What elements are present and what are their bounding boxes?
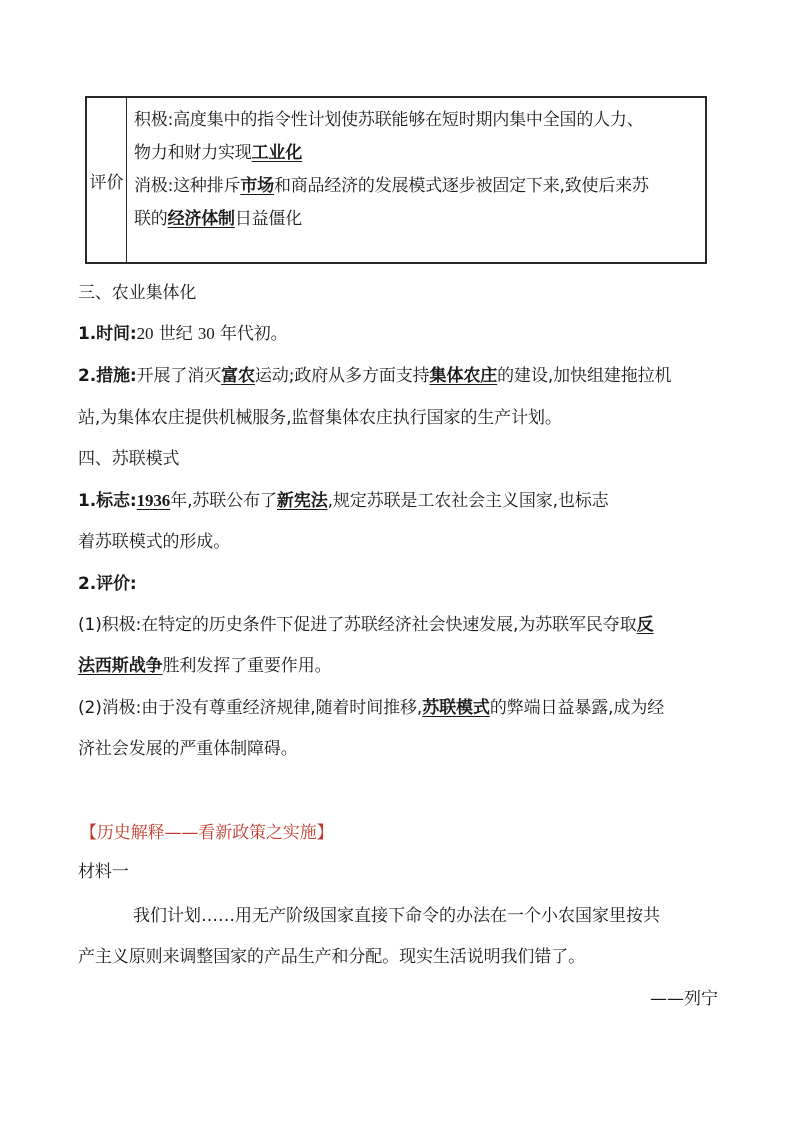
keyword-new-constitution: 新宪法 bbox=[276, 491, 328, 511]
keyword-year-1936: 1936 bbox=[136, 491, 171, 510]
keyword-anti: 反 bbox=[636, 615, 654, 635]
section-4-positive-line-2: 法西斯战争胜利发挥了重要作用。 bbox=[78, 656, 332, 676]
material-label: 材料一 bbox=[78, 862, 129, 882]
section-3-measures-line-1: 2.措施:开展了消灭富农运动;政府从多方面支持集体农庄的建设,加快组建拖拉机 bbox=[78, 366, 672, 386]
keyword-collective-farm: 集体农庄 bbox=[429, 366, 498, 386]
positive-line-2: 物力和财力实现工业化 bbox=[134, 143, 303, 163]
keyword-anti-fascist-war: 法西斯战争 bbox=[78, 656, 163, 676]
keyword-market: 市场 bbox=[240, 176, 274, 196]
section-3-title: 三、农业集体化 bbox=[78, 283, 197, 303]
section-3-measures-line-2: 站,为集体农庄提供机械服务,监督集体农庄执行国家的生产计划。 bbox=[78, 408, 562, 428]
section-4-negative-line-1: (2)消极:由于没有尊重经济规律,随着时间推移,苏联模式的弊端日益暴露,成为经 bbox=[78, 698, 665, 718]
evaluation-table-header: 评价 bbox=[87, 98, 127, 262]
section-4-negative-line-2: 济社会发展的严重体制障碍。 bbox=[78, 739, 298, 759]
negative-line-1: 消极:这种排斥市场和商品经济的发展模式逐步被固定下来,致使后来苏 bbox=[134, 176, 649, 196]
positive-line-1: 积极:高度集中的指令性计划使苏联能够在短时期内集中全国的人力、 bbox=[134, 110, 644, 130]
keyword-economic-system: 经济体制 bbox=[167, 209, 235, 229]
quote-author: ——列宁 bbox=[650, 989, 718, 1009]
section-4-eval-label: 2.评价: bbox=[78, 574, 137, 594]
section-3-time: 1.时间:20 世纪 30 年代初。 bbox=[78, 324, 288, 344]
section-4-positive-line-1: (1)积极:在特定的历史条件下促进了苏联经济社会快速发展,为苏联军民夺取反 bbox=[78, 615, 654, 635]
history-interpretation-heading: 【历史解释——看新政策之实施】 bbox=[80, 823, 334, 843]
keyword-kulak: 富农 bbox=[221, 366, 255, 386]
quote-line-1: 我们计划……用无产阶级国家直接下命令的办法在一个小农国家里按共 bbox=[133, 906, 660, 926]
section-4-mark-line-1: 1.标志:1936年,苏联公布了新宪法,规定苏联是工农社会主义国家,也标志 bbox=[78, 491, 609, 511]
negative-line-2: 联的经济体制日益僵化 bbox=[134, 209, 303, 229]
evaluation-table-body bbox=[127, 98, 705, 262]
section-4-mark-line-2: 着苏联模式的形成。 bbox=[78, 532, 231, 552]
keyword-industrialization: 工业化 bbox=[251, 143, 303, 163]
evaluation-table bbox=[85, 96, 707, 264]
quote-line-2: 产主义原则来调整国家的产品生产和分配。现实生活说明我们错了。 bbox=[78, 947, 585, 967]
keyword-soviet-model: 苏联模式 bbox=[422, 698, 490, 718]
section-4-title: 四、苏联模式 bbox=[78, 449, 180, 469]
